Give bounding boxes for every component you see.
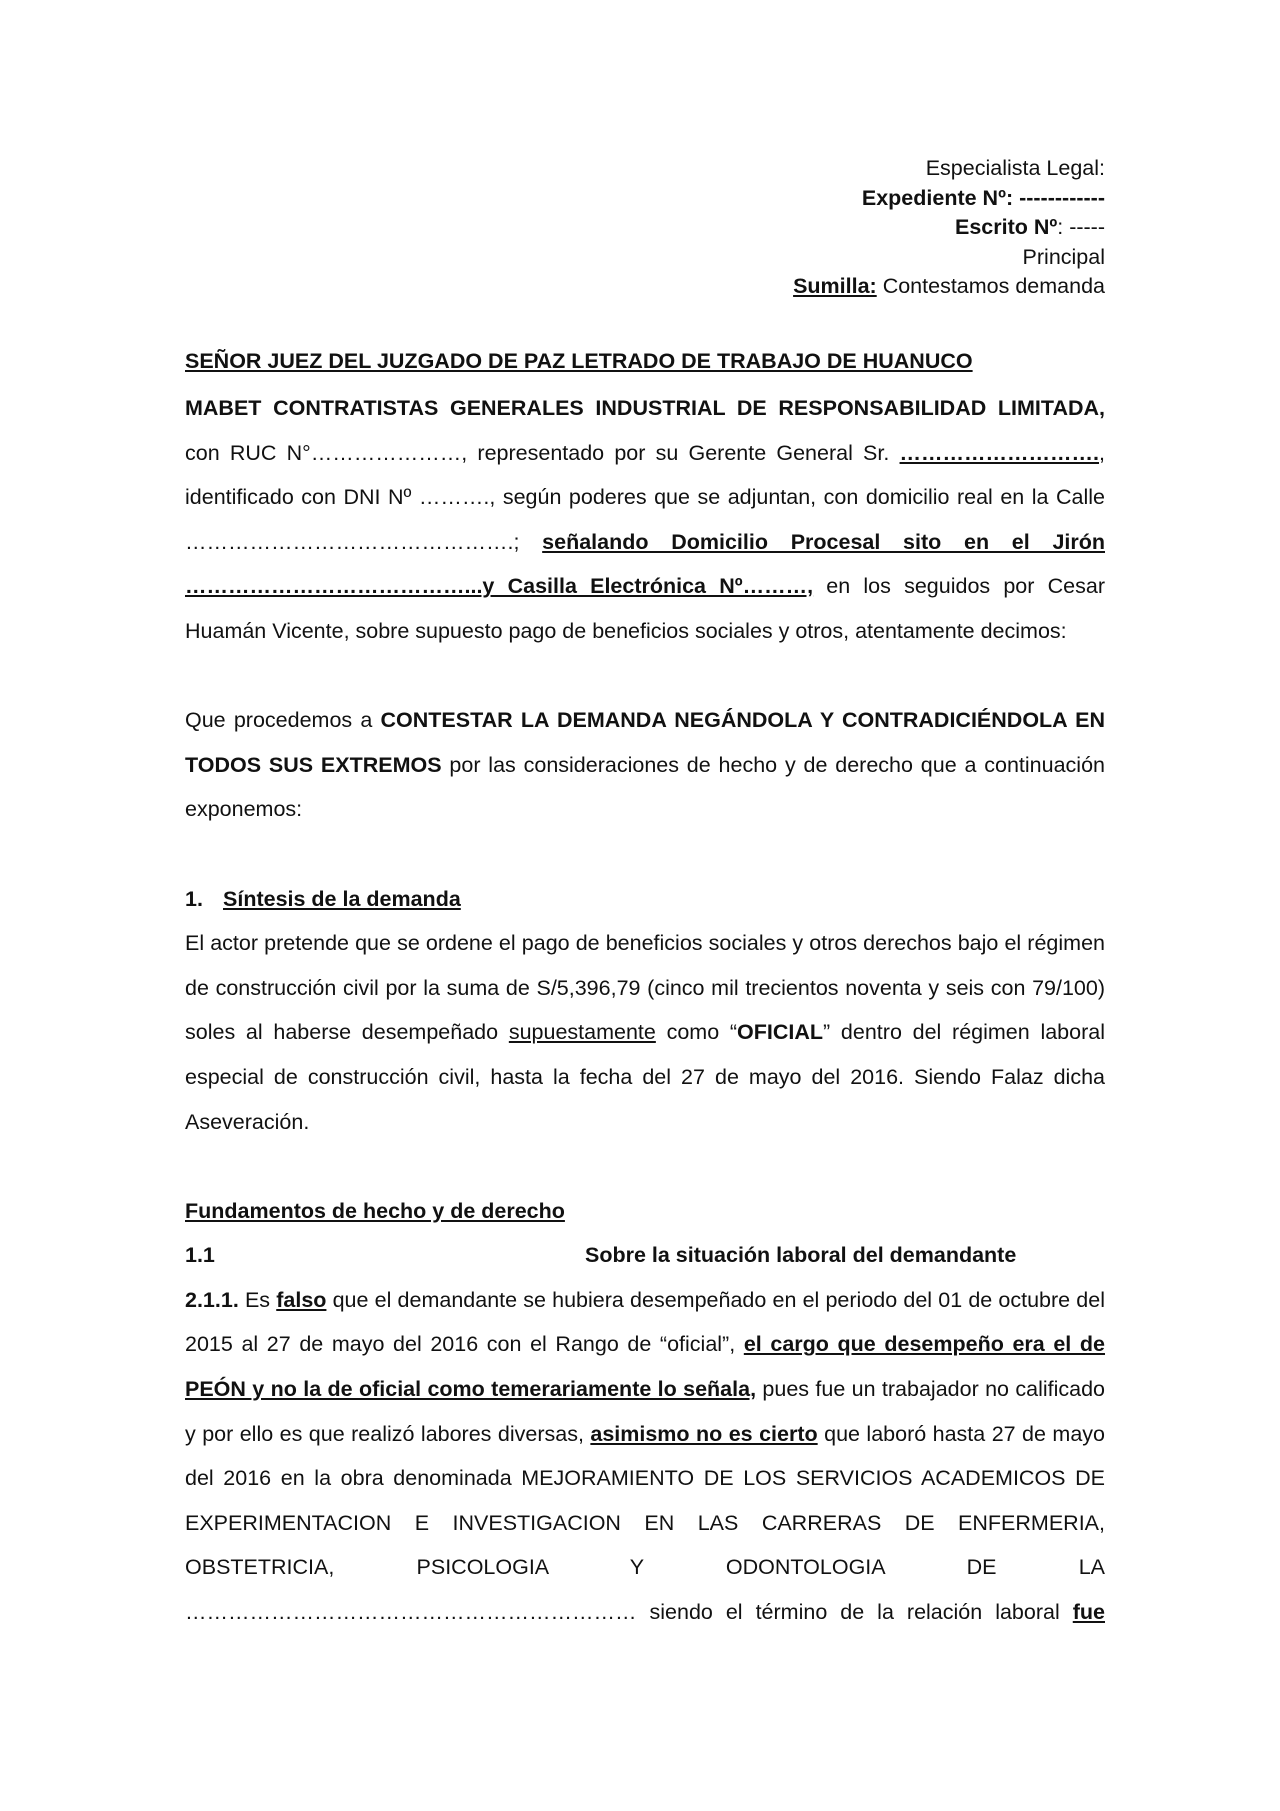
sumilla-line [793,272,1105,302]
subsection-title: Sobre la situación laboral del demandante [585,1243,1017,1268]
fact-line-5: del 2016 en la obra denominada MEJORAMIENTO DE LOS SERVICIOS ACADEMICOS DE [185,1466,1105,1491]
section-1-line-2: de construcción civil por la suma de S/5,396,79 (cinco mil trecientos noventa y seis con 79/100) [185,975,1105,1000]
fact-line-6: EXPERIMENTACION E INVESTIGACION EN LAS CARRERAS DE ENFERMERIA, [185,1510,1105,1535]
document-body [185,346,1105,1635]
escrito-label: Escrito Nº [955,215,1058,239]
intro-paragraph [185,386,1105,1635]
section-1-line-3: soles al haberse desempeñado supuestamente como “OFICIAL” dentro del régimen laboral [185,1020,1105,1045]
section-1-number: 1. [185,886,203,911]
specialist-line: Especialista Legal: [925,156,1105,180]
intro-line-2: con RUC N°…………………, representado por su Gerente General Sr. ………………………., [185,440,1105,465]
section-1-line-1: El actor pretende que se ordene el pago de beneficios sociales y otros derechos bajo el régimen [185,931,1105,956]
fact-line-7: OBSTETRICIA, PSICOLOGIA Y ODONTOLOGIA DE LA [185,1555,1105,1580]
intro-line-6: Huamán Vicente, sobre supuesto pago de beneficios sociales y otros, atentamente decimos: [185,618,1067,643]
intro-line-4: ……………………………………….; señalando Domicilio Procesal sito en el Jirón [185,529,1105,554]
section-1-line-4: especial de construcción civil, hasta la fecha del 27 de mayo del 2016. Siendo Falaz dicha [185,1064,1105,1089]
subsection-number: 1.1 [185,1243,215,1268]
sumilla-label: Sumilla: [793,274,877,298]
fact-line-2: 2015 al 27 de mayo del 2016 con el Rango de “oficial”, el cargo que desempeño era el de [185,1332,1105,1357]
addressee: SEÑOR JUEZ DEL JUZGADO DE PAZ LETRADO DE TRABAJO DE HUANUCO [185,349,973,373]
fact-line-8: ……………………………………………………… siendo el término de la relación laboral fue [185,1600,1105,1625]
expediente-value: : ------------ [1005,185,1105,210]
fact-line-1: 2.1.1. Es falso que el demandante se hubiera desempeñado en el periodo del 01 de octubre del [185,1287,1105,1312]
escrito-value: : ----- [1057,215,1105,239]
document-header [793,154,1105,302]
intro-line-3: identificado con DNI Nº ………., según poderes que se adjuntan, con domicilio real en la Calle [185,485,1105,510]
company-name: MABET CONTRATISTAS GENERALES INDUSTRIAL DE RESPONSABILIDAD LIMITADA, [185,396,1105,420]
expediente-line [793,184,1105,214]
section-1-title: Síntesis de la demanda [223,886,461,911]
answer-line-1: Que procedemos a CONTESTAR LA DEMANDA NEGÁNDOLA Y CONTRADICIÉNDOLA EN [185,708,1105,733]
fact-line-4: y por ello es que realizó labores diversas, asimismo no es cierto que laboró hasta 27 de mayo [185,1421,1105,1446]
sumilla-value: Contestamos demanda [876,274,1105,298]
expediente-label: Expediente Nº [861,185,1006,210]
answer-line-2: TODOS SUS EXTREMOS por las consideraciones de hecho y de derecho que a continuación [185,752,1105,777]
answer-line-3: exponemos: [185,797,303,822]
intro-line-5: …………………………………...y Casilla Electrónica Nº………, en los seguidos por Cesar [185,574,1105,599]
subsection-heading [185,1233,1105,1278]
principal-line: Principal [1022,244,1105,269]
escrito-line [793,213,1105,243]
fundamentos-heading: Fundamentos de hecho y de derecho [185,1198,565,1223]
section-1-line-5: Aseveración. [185,1109,310,1134]
fact-line-3: PEÓN y no la de oficial como temerariamente lo señala, pues fue un trabajador no calificado [185,1377,1105,1402]
section-1-heading [185,877,1105,922]
